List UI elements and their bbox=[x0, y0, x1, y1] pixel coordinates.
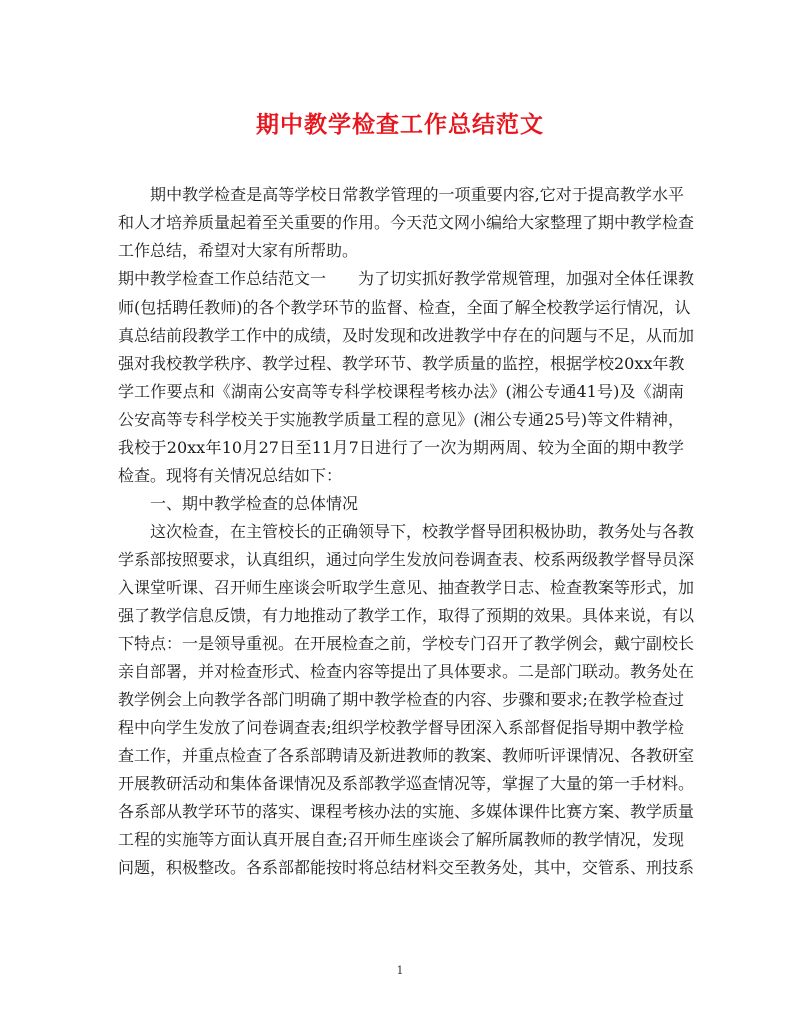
body-text-line: 学系部按照要求，认真组织，通过向学生发放问卷调查表、校系两级教学督导员深 bbox=[118, 550, 695, 569]
body-text-line: 入课堂听课、召开师生座谈会听取学生意见、抽查教学日志、检查教案等形式，加 bbox=[118, 578, 695, 597]
body-text-line: 强对我校教学秩序、教学过程、教学环节、教学质量的监控，根据学校20xx年教 bbox=[118, 354, 685, 373]
body-text-line: 学工作要点和《湖南公安高等专科学校课程考核办法》(湘公专通41号)及《湖南 bbox=[118, 382, 684, 401]
body-text-line: 工作总结，希望对大家有所帮助。 bbox=[118, 241, 359, 260]
body-text-line: 问题，积极整改。各系部都能按时将总结材料交至教务处，其中，交管系、刑技系 bbox=[118, 858, 695, 877]
body-text-line: 真总结前段教学工作中的成绩，及时发现和改进教学中存在的问题与不足，从而加 bbox=[118, 326, 695, 345]
body-text-line: 程中向学生发放了问卷调查表;组织学校教学督导团深入系部督促指导期中教学检 bbox=[118, 718, 684, 737]
body-text-line: 各系部从教学环节的落实、课程考核办法的实施、多媒体课件比赛方案、教学质量 bbox=[118, 802, 695, 821]
body-text-line: 期中教学检查是高等学校日常教学管理的一项重要内容,它对于提高教学水平 bbox=[118, 185, 684, 204]
body-text-line: 检查。现将有关情况总结如下： bbox=[118, 466, 343, 485]
body-text-line: 这次检查，在主管校长的正确领导下，校教学督导团积极协助，教务处与各教 bbox=[118, 522, 695, 541]
body-text-line: 我校于20xx年10月27日至11月7日进行了一次为期两周、较为全面的期中教学 bbox=[118, 438, 684, 457]
body-text-line: 查工作，并重点检查了各系部聘请及新进教师的教案、教师听评课情况、各教研室 bbox=[118, 746, 695, 765]
body-text-line: 亲自部署，并对检查形式、检查内容等提出了具体要求。二是部门联动。教务处在 bbox=[118, 662, 695, 681]
body-text-line: 下特点：一是领导重视。在开展检查之前，学校专门召开了教学例会，戴宁副校长 bbox=[118, 634, 695, 653]
body-text-line: 和人才培养质量起着至关重要的作用。今天范文网小编给大家整理了期中教学检查 bbox=[118, 213, 695, 232]
body-text-line: 期中教学检查工作总结范文一 为了切实抓好教学常规管理，加强对全体任课教 bbox=[118, 269, 695, 288]
body-text-line: 一、期中教学检查的总体情况 bbox=[118, 494, 359, 513]
body-text-line: 强了教学信息反馈，有力地推动了教学工作，取得了预期的效果。具体来说，有以 bbox=[118, 606, 695, 625]
body-text-line: 公安高等专科学校关于实施教学质量工程的意见》(湘公专通25号)等文件精神， bbox=[118, 410, 684, 429]
body-text-line: 教学例会上向教学各部门明确了期中教学检查的内容、步骤和要求;在教学检查过 bbox=[118, 690, 684, 709]
document-title: 期中教学检查工作总结范文 bbox=[256, 111, 544, 138]
body-text-line: 师(包括聘任教师)的各个教学环节的监督、检查，全面了解全校教学运行情况，认 bbox=[118, 298, 691, 317]
page-number: 1 bbox=[396, 964, 404, 977]
body-text-line: 开展教研活动和集体备课情况及系部教学巡查情况等，掌握了大量的第一手材料。 bbox=[118, 774, 695, 793]
body-text-line: 工程的实施等方面认真开展自查;召开师生座谈会了解所属教师的教学情况，发现 bbox=[118, 830, 684, 849]
